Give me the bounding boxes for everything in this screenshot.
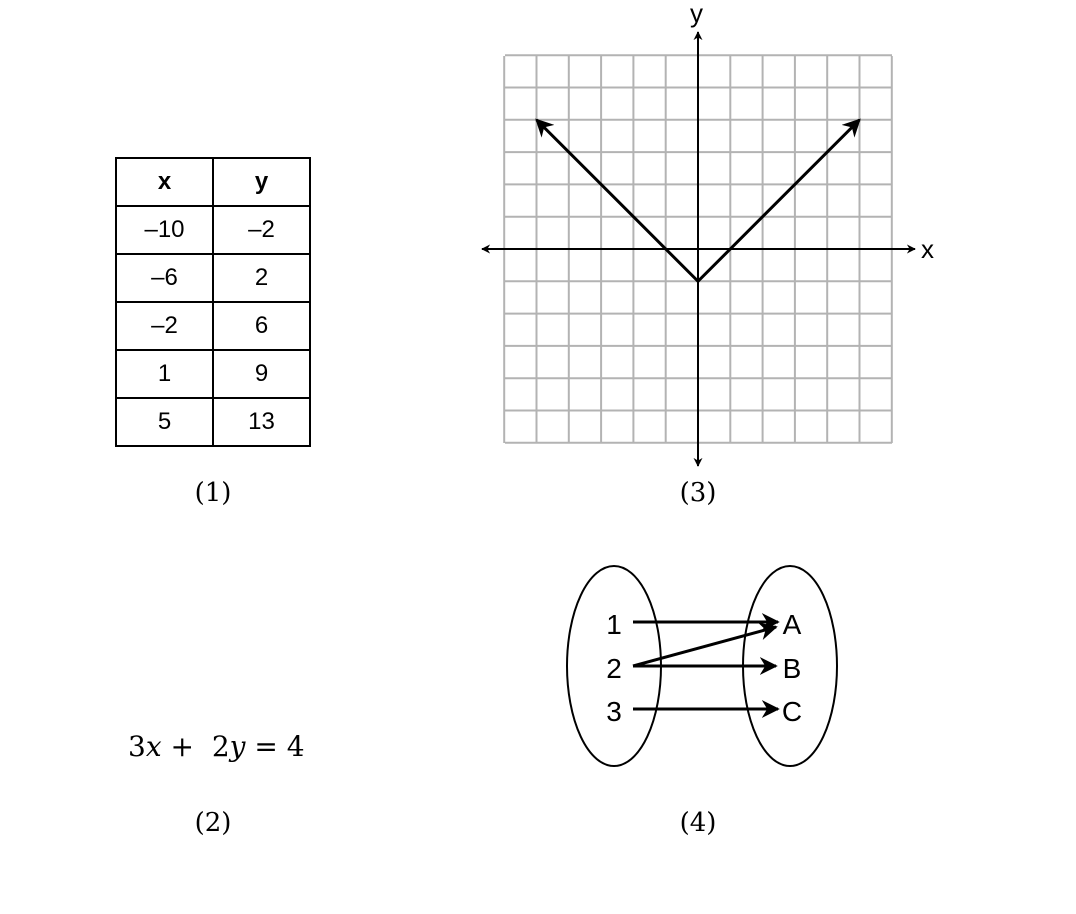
equation-plus: + xyxy=(170,730,194,763)
caption-2: (2) xyxy=(194,808,232,838)
table-cell-y: 9 xyxy=(213,350,310,398)
equation-var-x: x xyxy=(145,730,162,763)
x-axis-label: x xyxy=(921,234,934,264)
table-cell-y: 13 xyxy=(213,398,310,446)
table-header-x: x xyxy=(116,158,213,206)
equation-rhs: 4 xyxy=(286,730,305,763)
caption-1: (1) xyxy=(194,478,232,508)
range-item-c: C xyxy=(781,696,803,727)
domain-item-1: 1 xyxy=(606,609,622,640)
y-axis-label: y xyxy=(690,0,703,28)
caption-4: (4) xyxy=(679,808,717,838)
table-cell-y: 2 xyxy=(213,254,310,302)
equation-coef-x: 3 xyxy=(128,730,146,763)
range-item-b: B xyxy=(782,653,802,684)
table-header-y: y xyxy=(213,158,310,206)
table-cell-x: 1 xyxy=(116,350,213,398)
equation-equals: = xyxy=(254,730,278,763)
table-cell-y: –2 xyxy=(213,206,310,254)
table-cell-x: –6 xyxy=(116,254,213,302)
equation-coef-y: 2 xyxy=(211,730,230,763)
mapping-arrow-2-a xyxy=(633,627,776,666)
table-cell-x: –2 xyxy=(116,302,213,350)
domain-item-2: 2 xyxy=(606,653,622,684)
equation-var-y: y xyxy=(229,730,246,763)
range-item-a: A xyxy=(782,609,802,640)
table-cell-x: –10 xyxy=(116,206,213,254)
domain-item-3: 3 xyxy=(606,696,622,727)
caption-3: (3) xyxy=(679,478,717,508)
table-cell-x: 5 xyxy=(116,398,213,446)
table-cell-y: 6 xyxy=(213,302,310,350)
